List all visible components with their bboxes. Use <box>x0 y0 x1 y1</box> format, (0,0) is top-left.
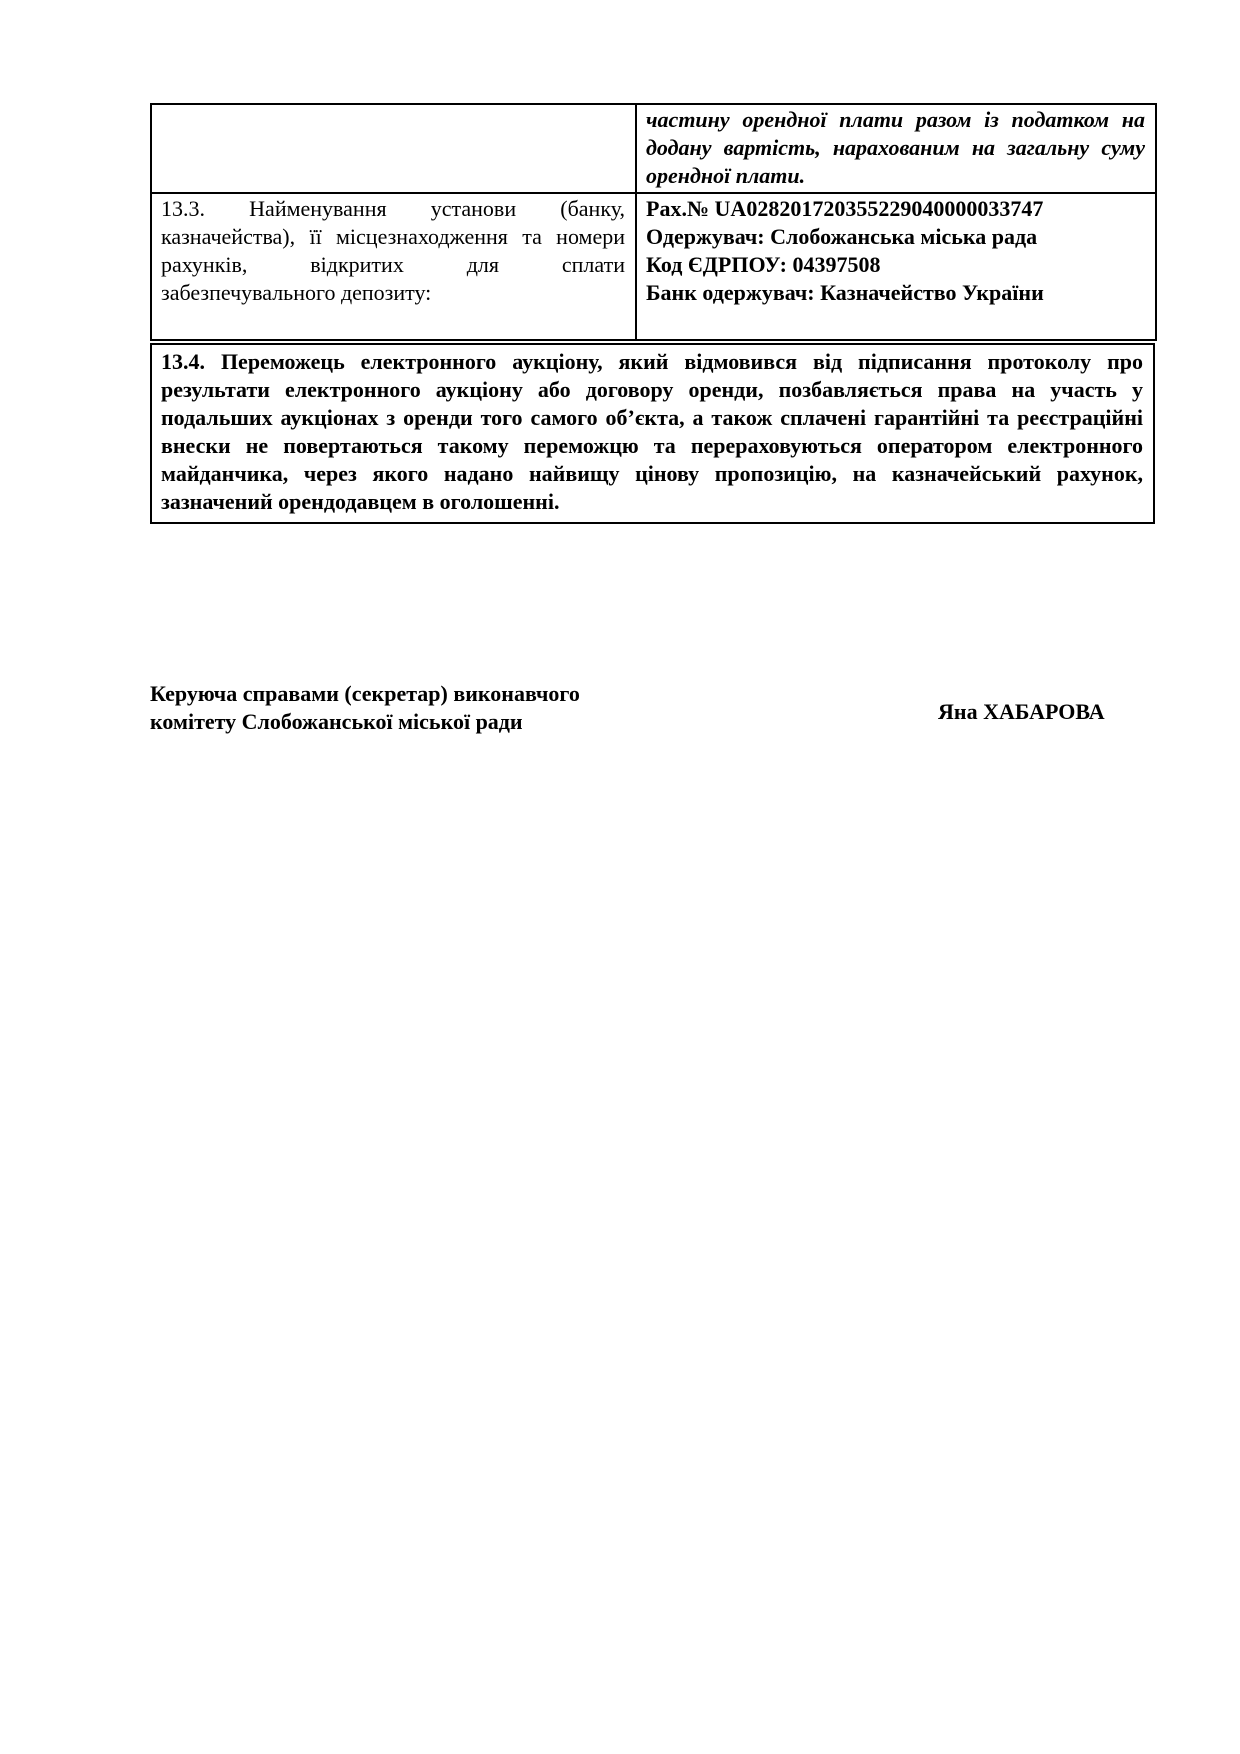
clause-13-4-box: 13.4. Переможець електронного аукціону, який відмовився від підписання протоколу про результати електронного аукціону або договору оренди, позбавляється права на участь у подальших аукціонах з оренди того самого об’єкта, а також сплачені гарантійні та реєстраційні внески не повертаються такому переможцю та перераховуються оператором електронного майданчика, через якого надано найвищу цінову пропозицію, на казначейський рахунок, зазначений орендодавцем в оголошенні. <box>150 343 1155 524</box>
row2-right-cell-bank-details <box>636 193 1156 340</box>
table-row <box>151 104 1156 193</box>
bank-recipient-bank: Банк одержувач: Казначейство України <box>646 280 1044 305</box>
bank-account-number: Рах.№ UA028201720355229040000033747 <box>646 196 1044 221</box>
row1-left-cell-empty <box>151 104 636 193</box>
bank-edrpou-code: Код ЄДРПОУ: 04397508 <box>646 252 881 277</box>
table-row <box>151 193 1156 340</box>
row1-right-cell-rent-vat-note: частину орендної плати разом із податком на додану вартість, нарахованим на загальну суму орендної плати. <box>636 104 1156 193</box>
signatory-name: Яна ХАБАРОВА <box>938 699 1105 724</box>
signatory-role: Керуюча справами (секретар) виконавчого комітету Слобожанської міської ради <box>150 681 580 734</box>
bank-recipient: Одержувач: Слобожанська міська рада <box>646 224 1038 249</box>
payment-details-table <box>150 103 1157 341</box>
row2-left-cell-clause-13-3: 13.3. Найменування установи (банку, казначейства), її місцезнаходження та номери рахунків, відкритих для сплати забезпечувального депозиту: <box>151 193 636 340</box>
